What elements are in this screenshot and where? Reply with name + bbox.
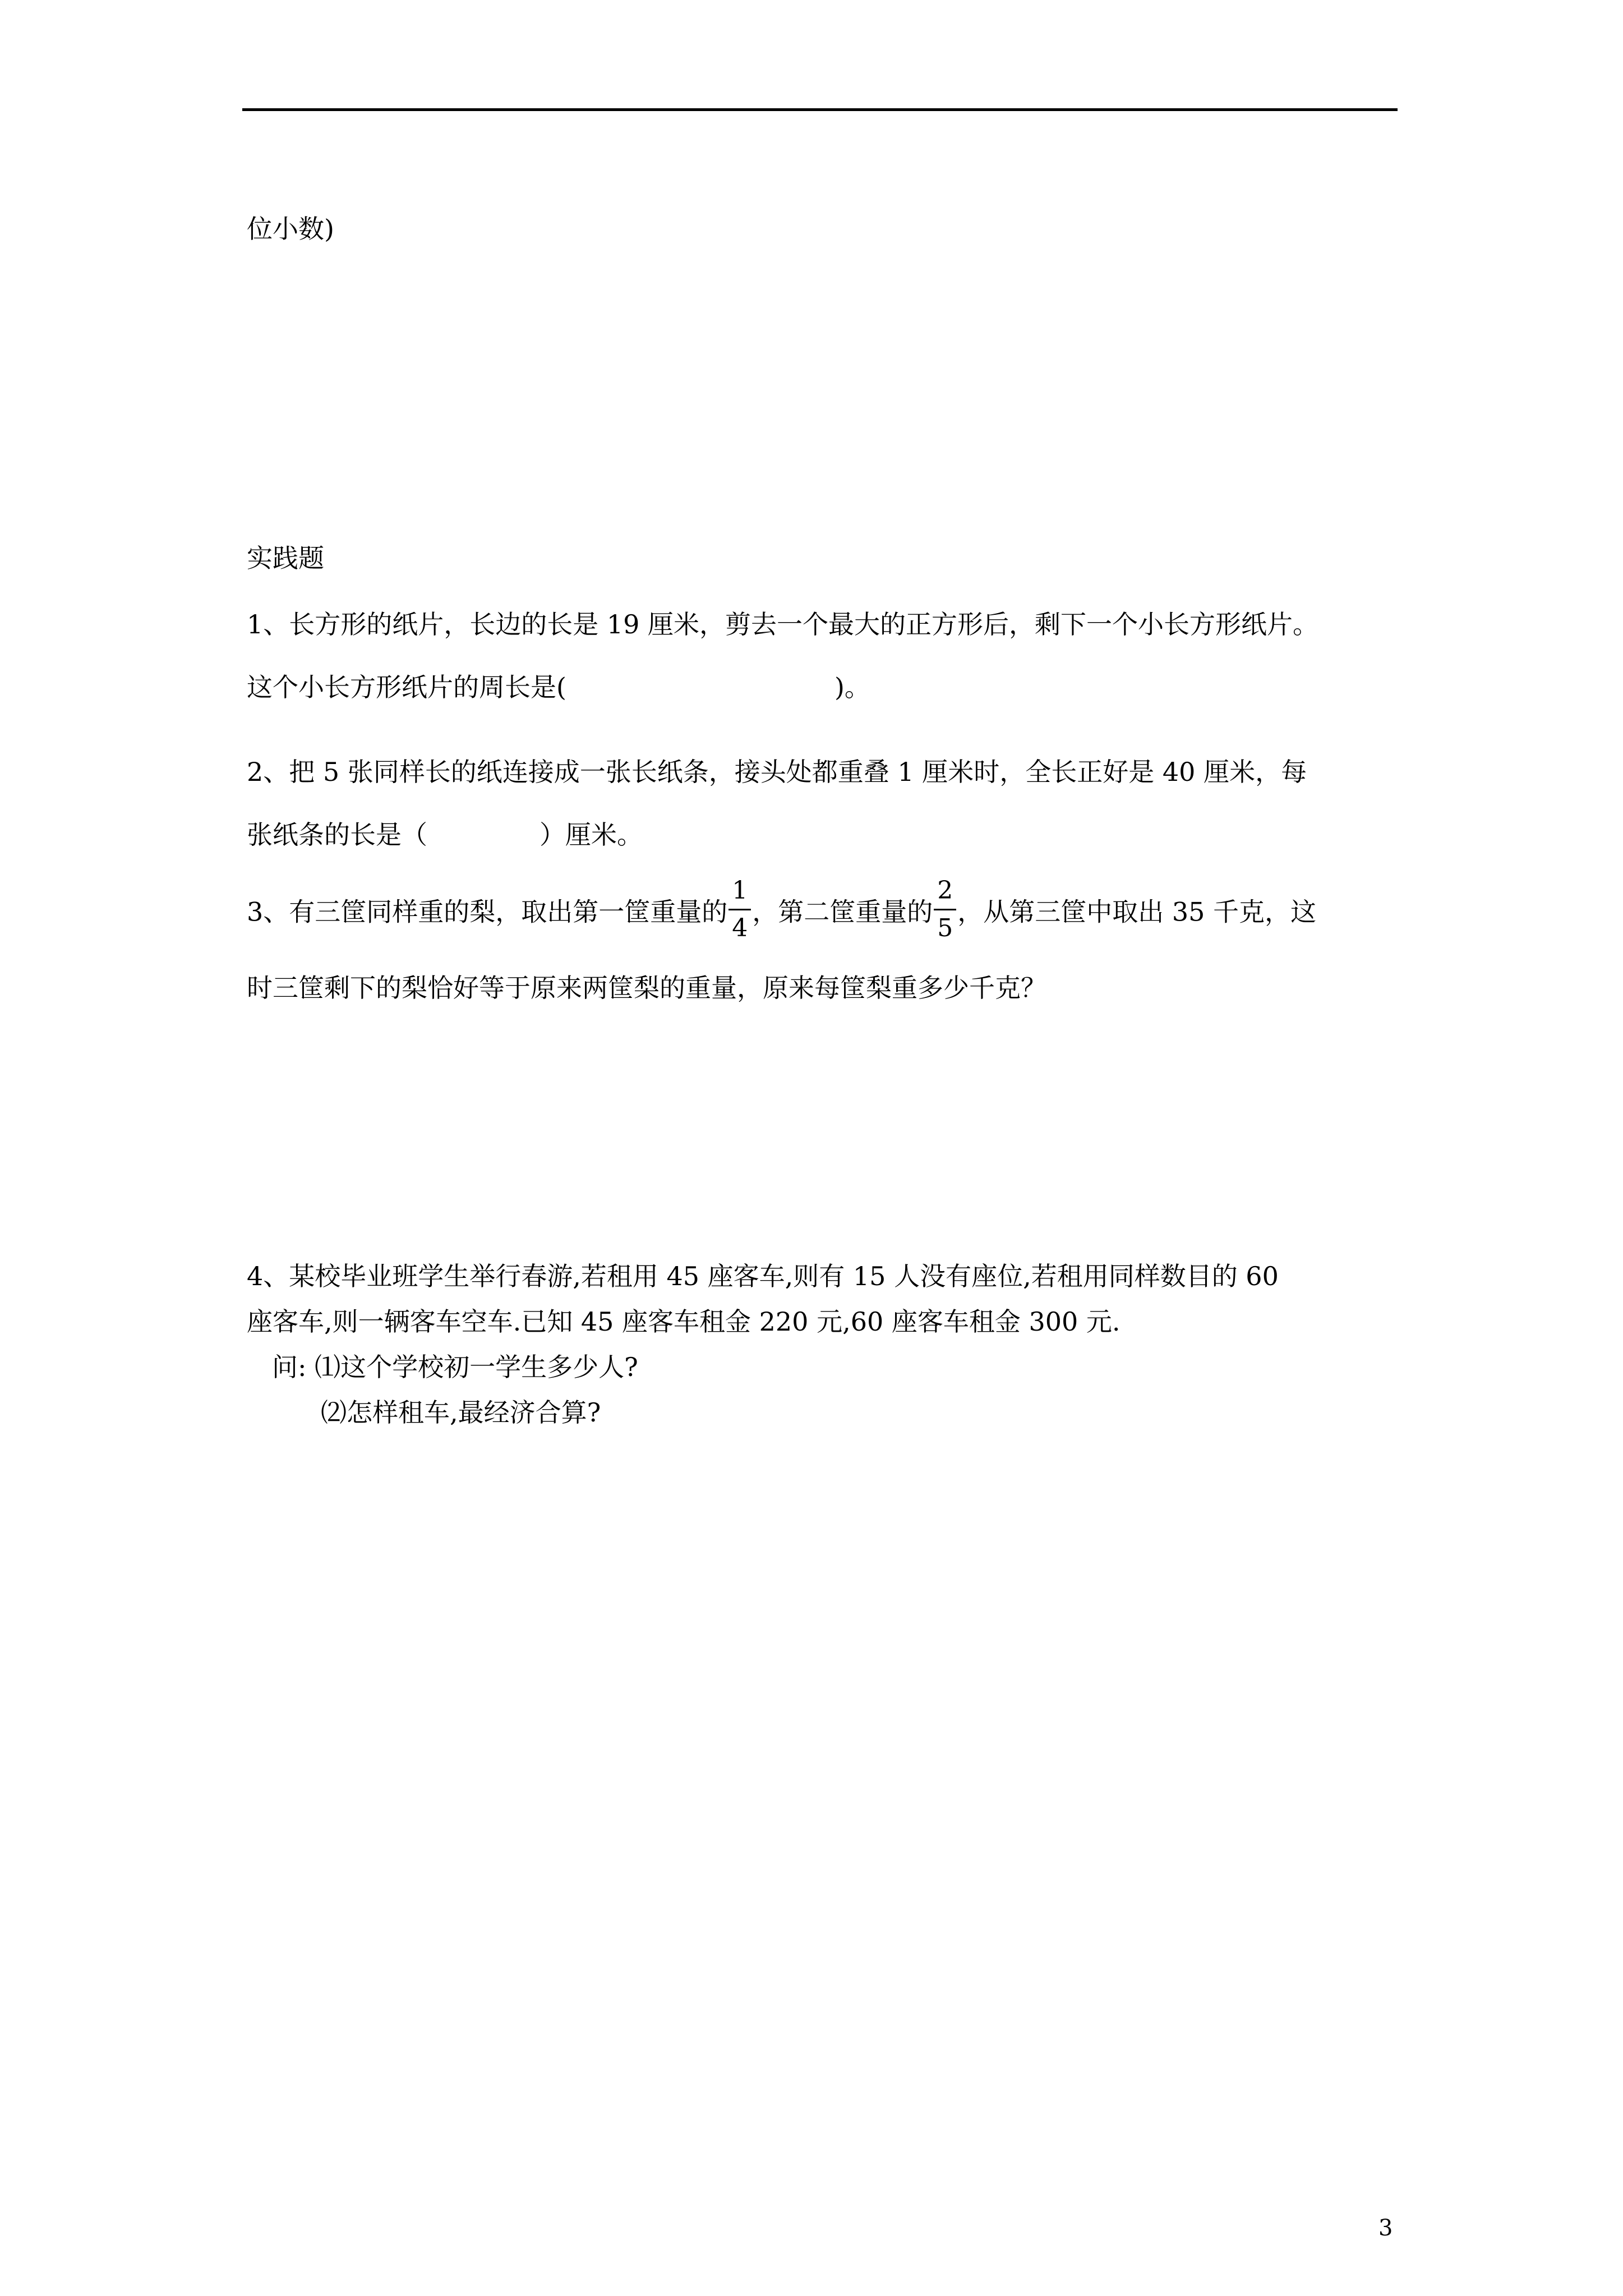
fraction-two-fifths xyxy=(934,878,956,941)
question-3-line-1 xyxy=(247,876,1317,943)
fraction-2-numerator: 2 xyxy=(934,878,956,910)
question-2-close: ）厘米。 xyxy=(540,820,643,850)
question-3-line-2: 时三筐剩下的梨恰好等于原来两筐梨的重量，原来每筐梨重多少千克？ xyxy=(247,973,1046,1003)
fraction-1-denominator: 4 xyxy=(732,914,748,942)
fraction-2-denominator: 5 xyxy=(937,914,953,942)
question-4-line-1: 4、某校毕业班学生举行春游,若租用 45 座客车,则有 15 人没有座位,若租用同样数目的 60 xyxy=(247,1261,1279,1291)
question-1-line-1: 1、长方形的纸片，长边的长是 19 厘米，剪去一个最大的正方形后，剩下一个小长方形纸片。 xyxy=(247,609,1319,639)
question-4-line-2: 座客车,则一辆客车空车.已知 45 座客车租金 220 元,60 座客车租金 300 元. xyxy=(247,1306,1121,1337)
question-2-line-2 xyxy=(247,822,643,848)
question-4-sub-1: 问: ⑴这个学校初一学生多少人? xyxy=(272,1352,638,1382)
continuation-text: 位小数) xyxy=(247,214,334,244)
question-1-close: )。 xyxy=(834,672,870,702)
question-2-prompt: 张纸条的长是（ xyxy=(247,820,427,850)
fraction-1-numerator: 1 xyxy=(728,878,751,910)
question-3-text-b: ，第二筐重量的 xyxy=(752,896,933,927)
question-2-line-1: 2、把 5 张同样长的纸连接成一张长纸条，接头处都重叠 1 厘米时，全长正好是 40 厘米，每 xyxy=(247,757,1307,787)
question-3-text-a: 3、有三筐同样重的梨，取出第一筐重量的 xyxy=(247,896,728,927)
question-3-text-c: ，从第三筐中取出 35 千克，这 xyxy=(957,896,1317,927)
header-rule xyxy=(242,108,1398,111)
section-title: 实践题 xyxy=(247,543,324,573)
question-1-line-2 xyxy=(247,674,870,700)
question-4-sub-2: ⑵怎样租车,最经济合算? xyxy=(321,1397,601,1428)
question-1-prompt: 这个小长方形纸片的周长是( xyxy=(247,672,566,702)
page-number: 3 xyxy=(1378,2215,1393,2241)
fraction-one-quarter xyxy=(728,878,751,941)
